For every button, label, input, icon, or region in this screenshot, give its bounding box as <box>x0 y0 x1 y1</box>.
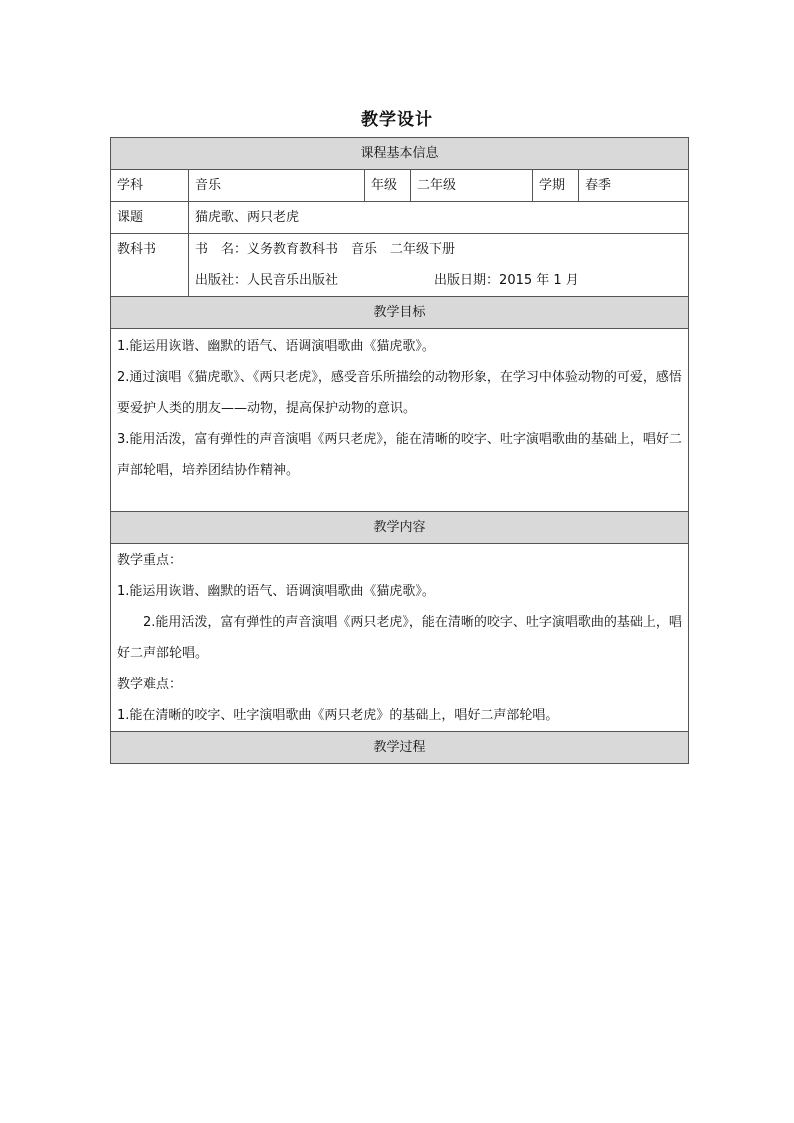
pub-date-value: 2015 年 1 月 <box>499 273 579 288</box>
textbook-label: 教科书 <box>111 234 189 297</box>
book-name-line <box>195 234 682 265</box>
lesson-plan-table <box>110 137 689 764</box>
topic-value: 猫虎歌、两只老虎 <box>189 202 689 234</box>
difficulty-label: 教学难点： <box>117 677 183 692</box>
publisher-label: 出版社： <box>195 273 248 288</box>
section-title: 教学过程 <box>111 732 689 764</box>
objectives-row <box>111 329 689 512</box>
grade-label: 年级 <box>365 170 411 202</box>
publisher-line <box>195 265 682 296</box>
section-title: 教学内容 <box>111 512 689 544</box>
objectives-content <box>111 329 689 512</box>
document-title: 教学设计 <box>361 110 433 130</box>
section-title: 课程基本信息 <box>111 138 689 170</box>
key-points-label: 教学重点： <box>117 553 183 568</box>
textbook-info <box>189 234 689 297</box>
objective-item: 1.能运用诙谐、幽默的语气、语调演唱歌曲《猫虎歌》。 <box>117 339 435 354</box>
key-point-item: 1.能运用诙谐、幽默的语气、语调演唱歌曲《猫虎歌》。 <box>117 584 435 599</box>
objective-item: 3.能用活泼，富有弹性的声音演唱《两只老虎》，能在清晰的咬字、吐字演唱歌曲的基础上，唱好二声部轮唱，培养团结协作精神。 <box>117 432 682 478</box>
section-header-objectives <box>111 297 689 329</box>
content-row <box>111 544 689 732</box>
term-label: 学期 <box>533 170 579 202</box>
objective-item: 2.通过演唱《猫虎歌》、《两只老虎》，感受音乐所描绘的动物形象，在学习中体验动物的可爱，感悟要爱护人类的朋友——动物，提高保护动物的意识。 <box>117 370 682 416</box>
subject-value: 音乐 <box>189 170 365 202</box>
book-name-value: 义务教育教科书 音乐 二年级下册 <box>247 242 456 257</box>
term-value: 春季 <box>579 170 689 202</box>
section-title: 教学目标 <box>111 297 689 329</box>
section-header-basic-info <box>111 138 689 170</box>
publisher-value: 人民音乐出版社 <box>247 273 339 288</box>
section-header-content <box>111 512 689 544</box>
textbook-row <box>111 234 689 297</box>
basic-info-row <box>111 170 689 202</box>
pub-date-label: 出版日期： <box>434 273 500 288</box>
topic-label: 课题 <box>111 202 189 234</box>
section-header-process <box>111 732 689 764</box>
topic-row <box>111 202 689 234</box>
book-name-label: 书 名： <box>195 242 248 257</box>
grade-value: 二年级 <box>411 170 533 202</box>
key-point-item: 2.能用活泼，富有弹性的声音演唱《两只老虎》，能在清晰的咬字、吐字演唱歌曲的基础上，唱好二声部轮唱。 <box>117 615 682 661</box>
difficulty-item: 1.能在清晰的咬字、吐字演唱歌曲《两只老虎》的基础上，唱好二声部轮唱。 <box>117 708 559 723</box>
subject-label: 学科 <box>111 170 189 202</box>
content-body <box>111 544 689 732</box>
